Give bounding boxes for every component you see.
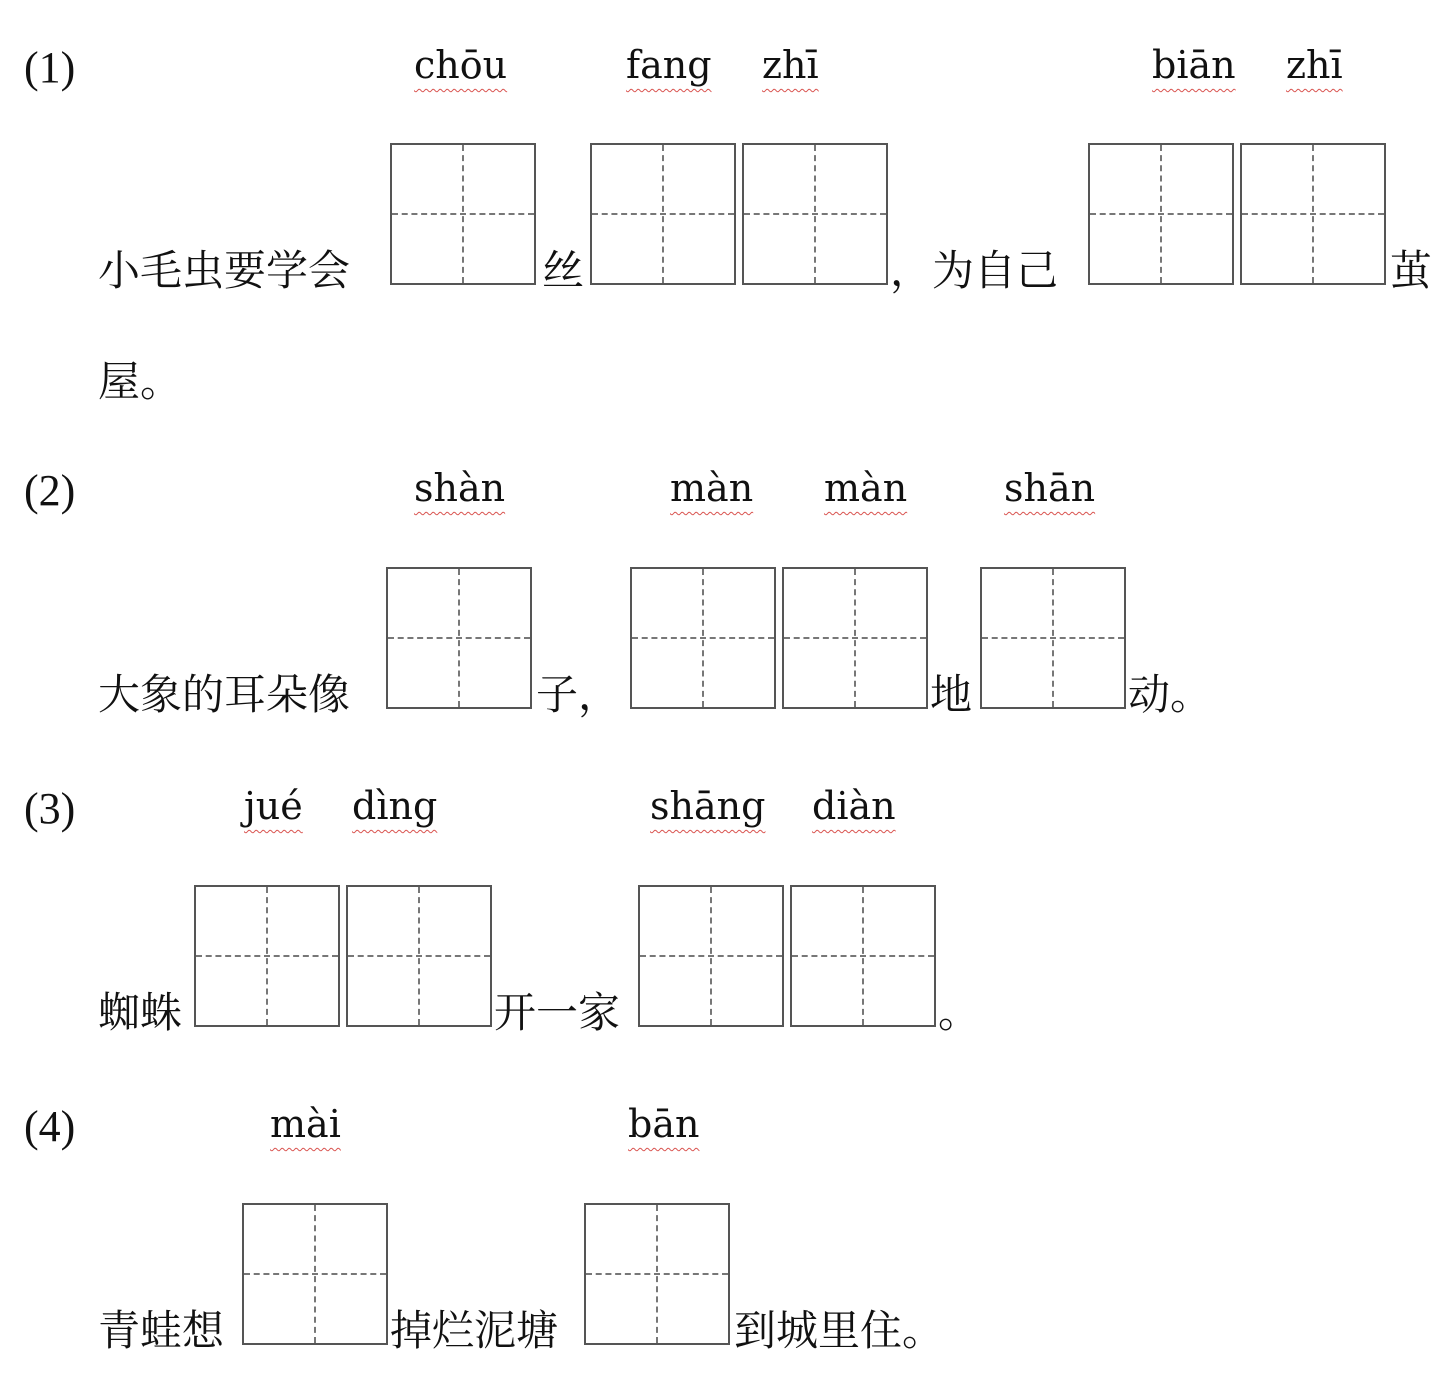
- sentence-text: 蜘蛛: [98, 988, 183, 1037]
- pinyin-ban: bān: [628, 1102, 700, 1146]
- pinyin-zhi: zhī: [762, 43, 819, 87]
- sentence-text: 茧: [1390, 246, 1433, 295]
- sentence-text: 小毛虫要学会: [98, 246, 351, 295]
- pinyin-zhi-2: zhī: [1286, 43, 1343, 87]
- sentence-text: ，为自己: [890, 246, 1059, 295]
- writing-box[interactable]: [782, 567, 928, 709]
- pinyin-shan: shàn: [414, 466, 506, 510]
- pinyin-ding: dìng: [352, 784, 438, 828]
- writing-box[interactable]: [386, 567, 532, 709]
- pinyin-shan-2: shān: [1004, 466, 1096, 510]
- pinyin-fang: fang: [626, 43, 712, 87]
- sentence-text: 大象的耳朵像: [98, 670, 351, 719]
- sentence-text: 丝: [542, 246, 585, 295]
- sentence-text: 到城里住。: [734, 1306, 945, 1355]
- question-number-3: (3): [24, 784, 76, 833]
- sentence-text: 地: [930, 670, 973, 719]
- sentence-text: 屋。: [98, 357, 183, 406]
- writing-box[interactable]: [790, 885, 936, 1027]
- sentence-text: 掉烂泥塘: [390, 1306, 559, 1355]
- pinyin-mai: mài: [270, 1102, 341, 1146]
- sentence-text: 开一家: [494, 988, 621, 1037]
- pinyin-shang: shāng: [650, 784, 766, 828]
- question-number-4: (4): [24, 1102, 76, 1151]
- pinyin-chou: chōu: [414, 43, 508, 87]
- writing-box[interactable]: [584, 1203, 730, 1345]
- pinyin-dian: diàn: [812, 784, 896, 828]
- writing-box[interactable]: [346, 885, 492, 1027]
- pinyin-man-2: màn: [824, 466, 908, 510]
- sentence-text: 。: [938, 988, 981, 1037]
- writing-box[interactable]: [390, 143, 536, 285]
- pinyin-man: màn: [670, 466, 754, 510]
- pinyin-bian: biān: [1152, 43, 1236, 87]
- writing-box[interactable]: [242, 1203, 388, 1345]
- writing-box[interactable]: [630, 567, 776, 709]
- writing-box[interactable]: [590, 143, 736, 285]
- writing-box[interactable]: [638, 885, 784, 1027]
- writing-box[interactable]: [980, 567, 1126, 709]
- pinyin-jue: jué: [244, 784, 303, 828]
- sentence-text: 青蛙想: [98, 1306, 225, 1355]
- sentence-text: 子，: [536, 670, 621, 719]
- writing-box[interactable]: [1088, 143, 1234, 285]
- question-number-1: (1): [24, 43, 76, 92]
- writing-box[interactable]: [742, 143, 888, 285]
- writing-box[interactable]: [1240, 143, 1386, 285]
- writing-box[interactable]: [194, 885, 340, 1027]
- sentence-text: 动。: [1128, 670, 1213, 719]
- question-number-2: (2): [24, 466, 76, 515]
